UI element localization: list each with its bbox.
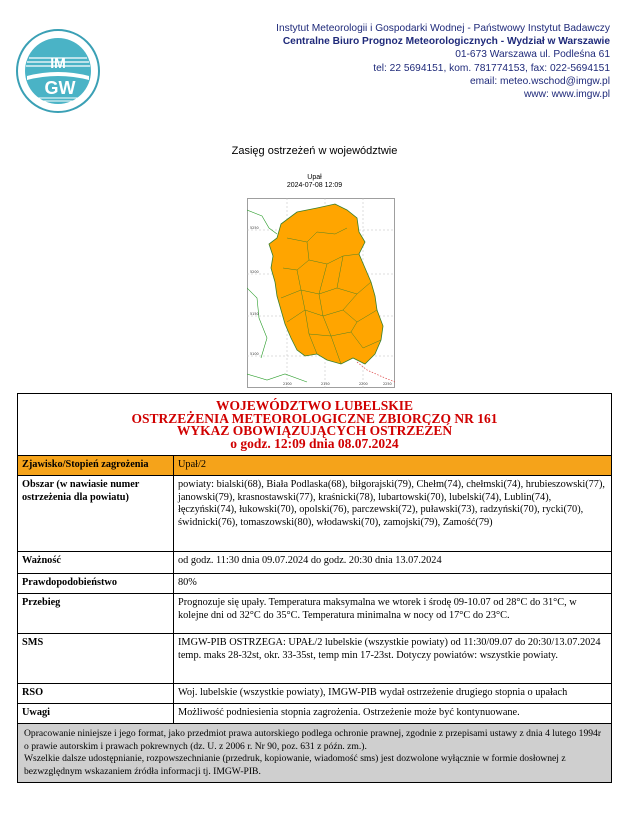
copyright-text: Opracowanie niniejsze i jego format, jako przedmiot prawa autorskiego podlega ochronie prawnej, zgodnie z przepisami ustawy z dnia 4 lutego 1994r o prawie autorskim i prawach pokrewnych (dz. U. z 2006 r. Nr 90, poz. 631 z późn. zm.).	[24, 727, 602, 752]
rso-value: Woj. lubelskie (wszystkie powiaty), IMGW-PIB wydał ostrzeżenie drugiego stopnia o upałach	[174, 683, 612, 703]
y-tick: 5200	[250, 270, 259, 274]
map-caption	[0, 174, 629, 190]
email: email: meteo.wschod@imgw.pl	[469, 75, 610, 87]
area-label: Obszar (w nawiasie numer ostrzeżenia dla powiatu)	[18, 475, 174, 551]
table-row	[18, 551, 612, 573]
redistribution-text: Wszelkie dalsze udostępnianie, rozpowszechnianie (przedruk, kopiowanie, wiadomość sms) jest dozwolone wyłącznie w formie dosłownej z bezwzględnym wskazaniem źródła informacji tj. IMGW-PIB.	[24, 753, 566, 777]
table-row	[18, 683, 612, 703]
phenomenon-label: Zjawisko/Stopień zagrożenia	[18, 456, 174, 476]
x-tick: 2150	[321, 382, 330, 386]
sms-value: IMGW-PIB OSTRZEGA: UPAŁ/2 lubelskie (wszystkie powiaty) od 11:30/09.07 do 20:30/13.07.2024 temp. maks 28-32st, okr. 33-35st, temp min 17-23st. Dotyczy powiatów: wszystkie powiaty.	[174, 633, 612, 683]
bureau-name: Centralne Biuro Prognoz Meteorologicznych - Wydział w Warszawie	[282, 36, 610, 48]
course-label: Przebieg	[18, 593, 174, 633]
institute-header	[276, 22, 610, 101]
validity-value: od godz. 11:30 dnia 09.07.2024 do godz. 20:30 dnia 13.07.2024	[174, 551, 612, 573]
warning-title	[18, 394, 612, 456]
table-row	[18, 703, 612, 723]
area-value: powiaty: bialski(68), Biała Podlaska(68), biłgorajski(79), Chełm(74), chełmski(74), hrubieszowski(77), janowski(79), krasnostawski(77), kraśnicki(78), lubartowski(70), lubelski(74), Lublin(74), łęczyński(74), łukowski(70), opolski(76), parczewski(72), puławski(73), radzyński(70), rycki(70), świdnicki(76), tomaszowski(80), włodawski(70), zamojski(79), Zamość(79)	[174, 475, 612, 551]
warning-map	[247, 198, 395, 388]
table-row	[18, 573, 612, 593]
x-tick: 2200	[359, 382, 368, 386]
sms-label: SMS	[18, 633, 174, 683]
address: 01-673 Warszawa ul. Podleśna 61	[455, 49, 610, 61]
svg-text:GW: GW	[44, 78, 76, 98]
title-list: WYKAZ OBOWIĄZUJĄCYCH OSTRZEŻEŃ	[176, 423, 453, 439]
map-caption-date: 2024-07-08 12:09	[286, 182, 343, 189]
phenomenon-row	[18, 456, 612, 476]
title-voivodeship: WOJEWÓDZTWO LUBELSKIE	[216, 398, 413, 413]
title-bulletin: OSTRZEŻENIA METEOROLOGICZNE ZBIORCZO NR 161	[131, 410, 498, 426]
table-row	[18, 633, 612, 683]
imgw-logo	[15, 28, 101, 114]
website: www: www.imgw.pl	[523, 89, 610, 101]
phone: tel: 22 5694151, kom. 781774153, fax: 022-5694151	[373, 62, 610, 74]
copyright-footer	[18, 723, 612, 782]
remarks-label: Uwagi	[18, 703, 174, 723]
x-tick: 2250	[383, 382, 392, 386]
institute-name: Instytut Meteorologii i Gospodarki Wodnej - Państwowy Instytut Badawczy	[276, 23, 610, 34]
probability-value: 80%	[174, 573, 612, 593]
x-tick: 2100	[283, 382, 292, 386]
remarks-value: Możliwość podniesienia stopnia zagrożenia. Ostrzeżenie może być kontynuowane.	[174, 703, 612, 723]
map-caption-phenomenon: Upał	[307, 174, 322, 181]
y-tick: 5100	[250, 352, 259, 356]
table-row	[18, 475, 612, 551]
rso-label: RSO	[18, 683, 174, 703]
svg-text:IM: IM	[50, 55, 66, 71]
y-tick: 5150	[250, 312, 259, 316]
map-section-title: Zasięg ostrzeżeń w województwie	[231, 145, 398, 157]
course-value: Prognozuje się upały. Temperatura maksymalna we wtorek i środę 09-10.07 od 28°C do 31°C, w kolejne dni od 32°C do 35°C. Temperatura minimalna w nocy od 17°C do 23°C.	[174, 593, 612, 633]
warning-table	[17, 393, 612, 783]
probability-label: Prawdopodobieństwo	[18, 573, 174, 593]
validity-label: Ważność	[18, 551, 174, 573]
title-time: o godz. 12:09 dnia 08.07.2024	[230, 435, 399, 451]
table-row	[18, 593, 612, 633]
phenomenon-value: Upał/2	[174, 456, 612, 476]
y-tick: 5250	[250, 226, 259, 230]
